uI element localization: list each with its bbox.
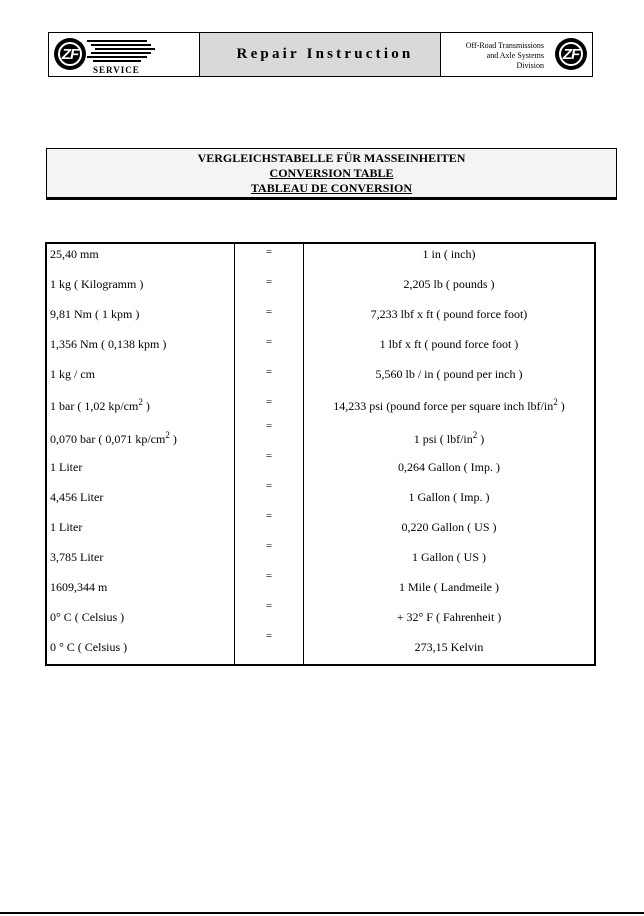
table-row xyxy=(46,484,595,514)
imperial-value: + 32° F ( Fahrenheit ) xyxy=(396,610,502,624)
metric-cell xyxy=(46,574,235,604)
imperial-text: 1 psi ( lbf/in xyxy=(413,432,473,446)
division-line: Division xyxy=(516,61,544,70)
conversion-table xyxy=(45,242,596,666)
metric-value: 1,356 Nm ( 0,138 kpm ) xyxy=(50,337,167,351)
metric-cell xyxy=(46,334,235,364)
imperial-value: 7,233 lbf x ft ( pound force foot) xyxy=(370,307,528,321)
table-row xyxy=(46,544,595,574)
service-label: SERVICE xyxy=(93,65,140,75)
imperial-value: 5,560 lb / in ( pound per inch ) xyxy=(375,367,523,381)
title-german: VERGLEICHSTABELLE FÜR MASSEINHEITEN xyxy=(197,151,466,165)
metric-text: ) xyxy=(169,432,177,446)
zf-logo-icon xyxy=(555,38,587,70)
equals-sign: = xyxy=(265,336,273,348)
metric-text: ) xyxy=(142,399,150,413)
imperial-value: 1 Gallon ( Imp. ) xyxy=(408,490,490,504)
metric-cell xyxy=(46,304,235,334)
imperial-value xyxy=(304,394,594,414)
imperial-value: 273,15 Kelvin xyxy=(414,640,484,654)
imperial-value: 0,264 Gallon ( Imp. ) xyxy=(398,460,500,474)
metric-cell xyxy=(46,634,235,665)
service-logo-block xyxy=(49,33,200,76)
superscript: 2 xyxy=(553,397,558,407)
imperial-cell xyxy=(304,334,596,364)
imperial-cell xyxy=(304,243,596,274)
metric-cell xyxy=(46,424,235,454)
equals-sign: = xyxy=(265,510,273,522)
equals-sign: = xyxy=(265,276,273,288)
imperial-cell xyxy=(304,574,596,604)
division-block xyxy=(441,33,592,76)
title-english: CONVERSION TABLE xyxy=(269,166,394,180)
table-row xyxy=(46,394,595,424)
equals-sign: = xyxy=(265,366,273,378)
speed-lines-icon xyxy=(87,38,195,64)
imperial-text: ) xyxy=(557,399,565,413)
imperial-cell xyxy=(304,544,596,574)
imperial-cell xyxy=(304,454,596,484)
imperial-value xyxy=(304,424,594,447)
equals-cell xyxy=(235,243,304,274)
equals-sign: = xyxy=(265,600,273,612)
page-header xyxy=(48,32,593,77)
equals-cell xyxy=(235,364,304,394)
table-row xyxy=(46,604,595,634)
equals-sign: = xyxy=(265,480,273,492)
metric-cell xyxy=(46,364,235,394)
zf-logo-text: ZF xyxy=(58,42,82,66)
metric-value: 4,456 Liter xyxy=(50,490,104,504)
conversion-title-box xyxy=(46,148,617,198)
imperial-value: 1 in ( inch) xyxy=(422,247,476,261)
metric-value: 25,40 mm xyxy=(50,247,99,261)
metric-cell xyxy=(46,454,235,484)
equals-sign: = xyxy=(265,420,273,432)
imperial-cell xyxy=(304,634,596,665)
table-row xyxy=(46,334,595,364)
table-row xyxy=(46,304,595,334)
imperial-cell xyxy=(304,424,596,454)
equals-sign: = xyxy=(265,630,273,642)
metric-value: 1609,344 m xyxy=(50,580,108,594)
equals-cell xyxy=(235,274,304,304)
equals-sign: = xyxy=(265,450,273,462)
table-row xyxy=(46,634,595,665)
equals-sign: = xyxy=(265,306,273,318)
division-line: Off-Road Transmissions xyxy=(465,41,544,50)
table-row xyxy=(46,514,595,544)
imperial-value: 1 Gallon ( US ) xyxy=(412,550,486,564)
page-title: Repair Instruction xyxy=(236,46,414,62)
metric-cell xyxy=(46,484,235,514)
equals-sign: = xyxy=(265,396,273,408)
metric-value xyxy=(50,424,234,447)
imperial-cell xyxy=(304,364,596,394)
imperial-value: 2,205 lb ( pounds ) xyxy=(403,277,495,291)
table-row xyxy=(46,574,595,604)
division-line: and Axle Systems xyxy=(486,51,544,60)
metric-value: 3,785 Liter xyxy=(50,550,104,564)
imperial-value: 0,220 Gallon ( US ) xyxy=(401,520,497,534)
table-row xyxy=(46,454,595,484)
metric-cell xyxy=(46,274,235,304)
table-row xyxy=(46,274,595,304)
equals-cell xyxy=(235,630,304,665)
table-row xyxy=(46,364,595,394)
imperial-cell xyxy=(304,394,596,424)
table-row xyxy=(46,424,595,454)
superscript: 2 xyxy=(138,397,143,407)
imperial-value: 1 Mile ( Landmeile ) xyxy=(399,580,499,594)
equals-sign: = xyxy=(265,540,273,552)
metric-value: 0 ° C ( Celsius ) xyxy=(50,640,128,654)
zf-logo-icon xyxy=(54,38,86,70)
imperial-cell xyxy=(304,274,596,304)
table-row xyxy=(46,243,595,274)
metric-text: 0,070 bar ( 0,071 kp/cm xyxy=(50,432,166,446)
zf-logo-text: ZF xyxy=(559,42,583,66)
imperial-cell xyxy=(304,514,596,544)
metric-value: 1 Liter xyxy=(50,460,83,474)
equals-cell xyxy=(235,334,304,364)
imperial-value: 1 lbf x ft ( pound force foot ) xyxy=(379,337,519,351)
metric-cell xyxy=(46,604,235,634)
title-french: TABLEAU DE CONVERSION xyxy=(250,181,413,195)
metric-value: 1 kg / cm xyxy=(50,367,95,381)
imperial-text: 14,233 psi (pound force per square inch lbf/in xyxy=(333,399,554,413)
metric-cell xyxy=(46,243,235,274)
bottom-rule xyxy=(0,912,644,914)
imperial-cell xyxy=(304,604,596,634)
imperial-cell xyxy=(304,304,596,334)
metric-cell xyxy=(46,544,235,574)
superscript: 2 xyxy=(472,430,478,440)
metric-cell xyxy=(46,394,235,424)
metric-value: 1 kg ( Kilogramm ) xyxy=(50,277,144,291)
metric-value: 0° C ( Celsius ) xyxy=(50,610,125,624)
equals-sign: = xyxy=(265,570,273,582)
metric-value: 1 Liter xyxy=(50,520,83,534)
imperial-text: ) xyxy=(477,432,485,446)
equals-sign: = xyxy=(265,246,273,258)
equals-cell xyxy=(235,304,304,334)
metric-text: 1 bar ( 1,02 kp/cm xyxy=(50,399,139,413)
metric-value: 9,81 Nm ( 1 kpm ) xyxy=(50,307,140,321)
header-title-block xyxy=(200,33,441,76)
superscript: 2 xyxy=(165,430,170,440)
metric-cell xyxy=(46,514,235,544)
metric-value xyxy=(50,394,234,414)
division-text xyxy=(466,41,544,71)
imperial-cell xyxy=(304,484,596,514)
